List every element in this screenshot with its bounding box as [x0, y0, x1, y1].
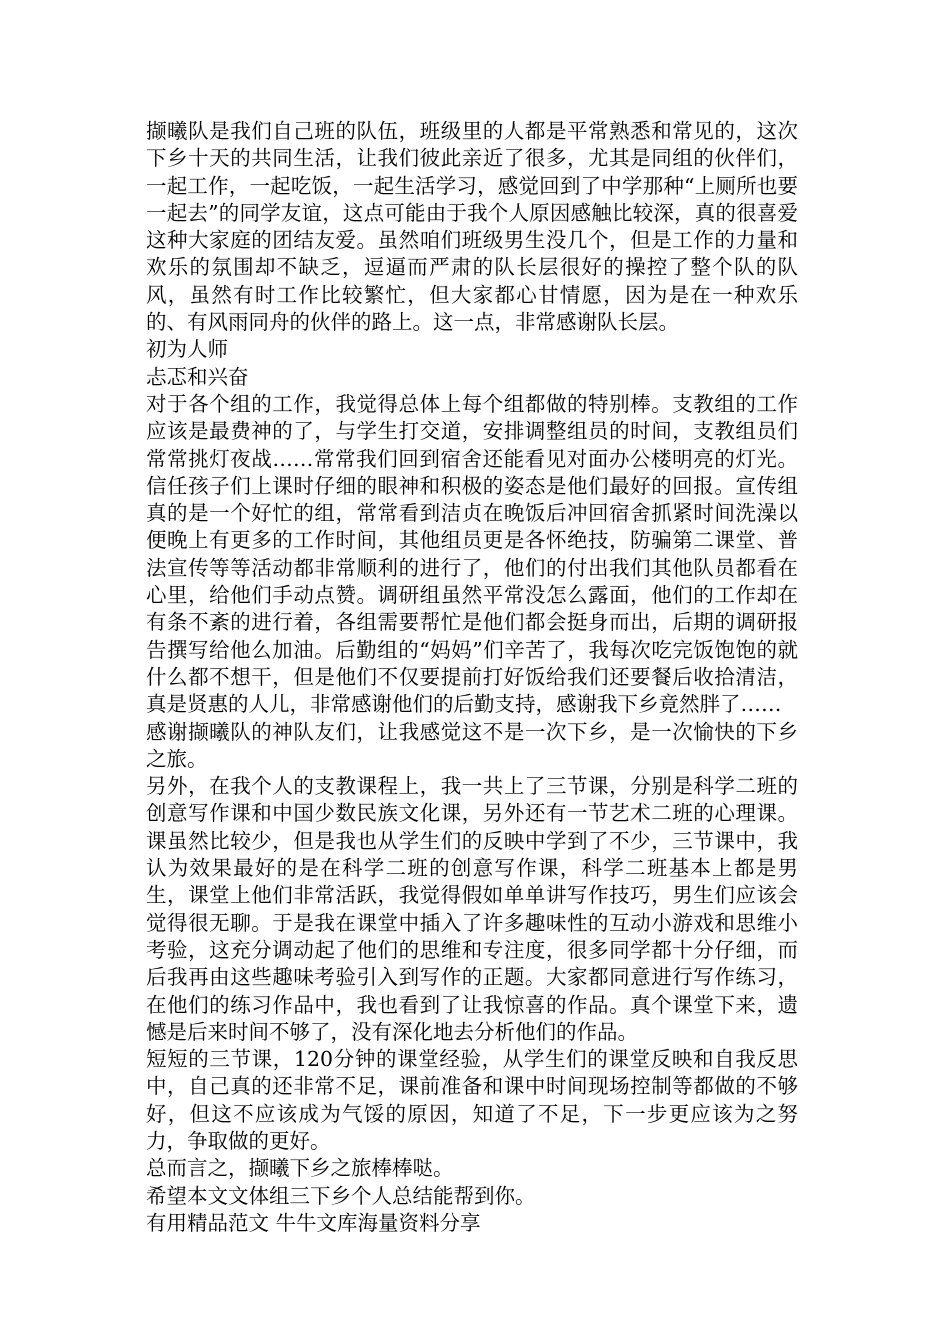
- document-body: [146, 118, 798, 1237]
- paragraph-conclusion: 总而言之，撷曦下乡之旅棒棒哒。: [146, 1156, 454, 1181]
- section-heading-first-teacher: 初为人师: [146, 337, 228, 362]
- paragraph-thanks-teammates: 感谢撷曦队的神队友们，让我感觉这不是一次下乡，是一次愉快的下乡之旅。: [146, 719, 798, 771]
- paragraph-group-work: 对于各个组的工作，我觉得总体上每个组都做的特别棒。支教组的工作应该是最费神的了，与学生打交道，安排调整组员的时间，支教组员们常常挑灯夜战……常常我们回到宿舍还能看见对面办公楼明亮的灯光。信任孩子们上课时仔细的眼神和积极的姿态是他们最好的回报。宣传组真的是一个好忙的组，常常看到洁贞在晚饭后冲回宿舍抓紧时间洗澡以便晚上有更多的工作时间，其他组员更是各怀绝技，防骗第二课堂、普法宣传等等活动都非常顺利的进行了，他们的付出我们其他队员都看在心里，给他们手动点赞。调研组虽然平常没怎么露面，他们的工作却在有条不紊的进行着，各组需要帮忙是他们都会挺身而出，后期的调研报告撰写给他么加油。后勤组的“妈妈”们辛苦了，我每次吃完饭饱饱的就什么都不想干，但是他们不仅要提前打好饭给我们还要餐后收拾清洁，真是贤惠的人儿，非常感谢他们的后勤支持，感谢我下乡竟然胖了……: [146, 391, 798, 717]
- paragraph-team-intro: 撷曦队是我们自己班的队伍，班级里的人都是平常熟悉和常见的，这次下乡十天的共同生活，让我们彼此亲近了很多，尤其是同组的伙伴们，一起工作，一起吃饭，一起生活学习，感觉回到了中学那种“上厕所也要一起去”的同学友谊，这点可能由于我个人原因感触比较深，真的很喜爱这种大家庭的团结友爱。虽然咱们班级男生没几个，但是工作的力量和欢乐的氛围却不缺乏，逗逼而严肃的队长层很好的操控了整个队的队风，虽然有时工作比较繁忙，但大家都心甘情愿，因为是在一种欢乐的、有风雨同舟的伙伴的路上。这一点，非常感谢队长层。: [146, 119, 798, 335]
- section-subheading-nervous-excited: 忐忑和兴奋: [146, 364, 249, 389]
- paragraph-teaching-courses: 另外，在我个人的支教课程上，我一共上了三节课，分别是科学二班的创意写作课和中国少数民族文化课，另外还有一节艺术二班的心理课。课虽然比较少，但是我也从学生们的反映中学到了不少，三节课中，我认为效果最好的是在科学二班的创意写作课，科学二班基本上都是男生，课堂上他们非常活跃，我觉得假如单单讲写作技巧，男生们应该会觉得很无聊。于是我在课堂中插入了许多趣味性的互动小游戏和思维小考验，这充分调动起了他们的思维和专注度，很多同学都十分仔细，而后我再由这些趣味考验引入到写作的正题。大家都同意进行写作练习，在他们的练习作品中，我也看到了让我惊喜的作品。真个课堂下来，遗憾是后来时间不够了，没有深化地去分析他们的作品。: [146, 774, 798, 1044]
- paragraph-hope: 希望本文文体组三下乡个人总结能帮到你。: [146, 1183, 536, 1208]
- footer-note: 有用精品范文 牛牛文库海量资料分享: [146, 1210, 481, 1235]
- paragraph-reflection: 短短的三节课，120分钟的课堂经验，从学生们的课堂反映和自我反思中，自己真的还非常不足，课前准备和课中时间现场控制等都做的不够好，但这不应该成为气馁的原因，知道了不足，下一步更应该为之努力，争取做的更好。: [146, 1047, 798, 1153]
